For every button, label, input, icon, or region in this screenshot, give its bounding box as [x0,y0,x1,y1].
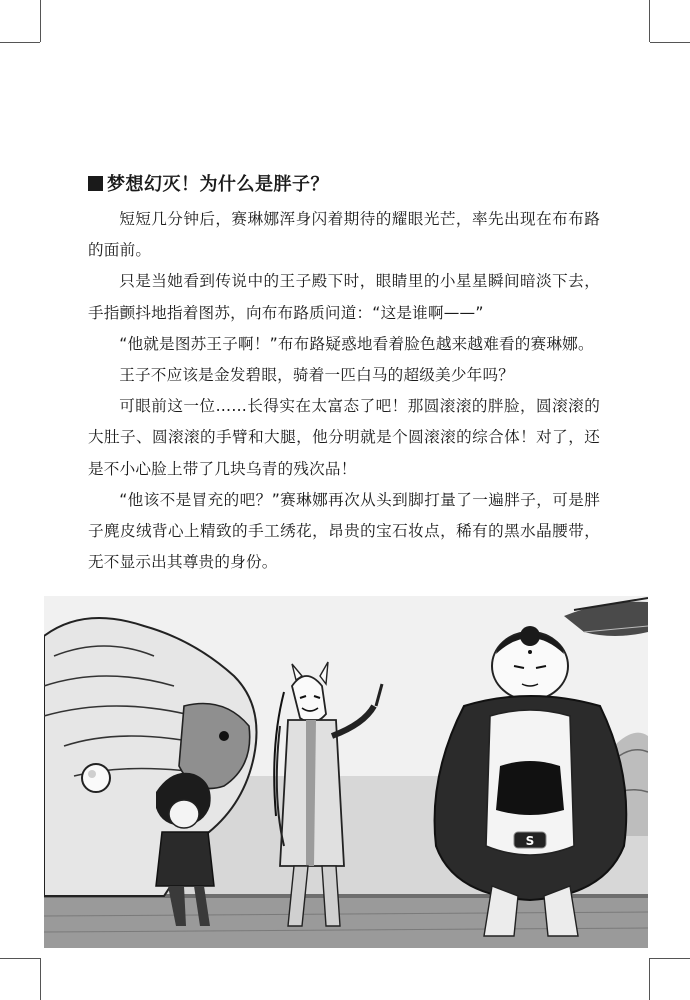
article-body [88,172,600,578]
crop-mark-bottom-right-h [650,958,690,959]
paragraph: 王子不应该是金发碧眼，骑着一匹白马的超级美少年吗？ [119,366,515,385]
section-heading-text: 梦想幻灭！为什么是胖子？ [107,174,329,195]
crop-mark-top-left-v [40,0,41,42]
paragraph: “他就是图苏王子啊！”布布路疑惑地看着脸色越来越难看的赛琳娜。 [119,334,594,353]
crop-mark-top-right-v [649,0,650,42]
section-heading [88,172,600,198]
crop-mark-bottom-left-v [40,958,41,1000]
square-bullet-icon [88,176,103,191]
belt-buckle-letter: S [525,834,535,848]
crop-mark-bottom-right-v [649,958,650,1000]
crop-mark-top-right-h [650,42,690,43]
paragraph: 只是当她看到传说中的王子殿下时，眼睛里的小星星瞬间暗淡下去，手指颤抖地指着图苏，向布布路质问道：“这是谁啊——” [88,272,600,322]
crop-mark-bottom-left-h [0,958,40,959]
paragraph: “他该不是冒充的吧？”赛琳娜再次从头到脚打量了一遍胖子，可是胖子麂皮绒背心上精致的手工绣花，昂贵的宝石妆点，稀有的黑水晶腰带，无不显示出其尊贵的身份。 [88,490,600,572]
paragraph: 短短几分钟后，赛琳娜浑身闪着期待的耀眼光芒，率先出现在布布路的面前。 [88,210,600,260]
paragraph: 可眼前这一位……长得实在太富态了吧！那圆滚滚的胖脸，圆滚滚的大肚子、圆滚滚的手臂和大腿，他分明就是个圆滚滚的综合体！对了，还是不小心脸上带了几块乌青的残次品！ [88,397,600,478]
crop-mark-top-left-h [0,42,40,43]
manga-illustration [44,596,648,948]
